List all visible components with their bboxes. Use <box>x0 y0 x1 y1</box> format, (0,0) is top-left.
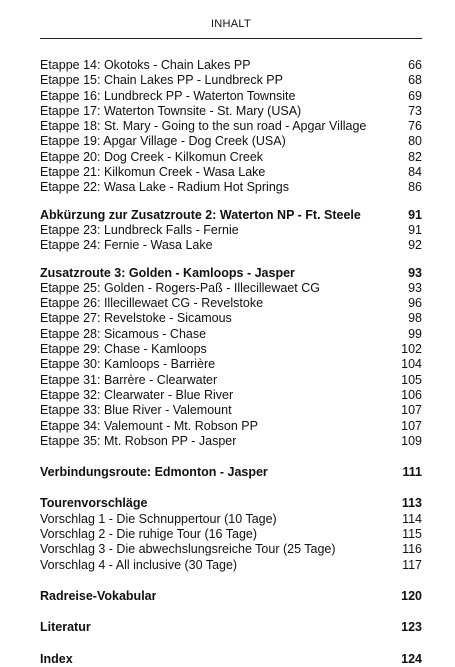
toc-entry <box>40 165 422 180</box>
toc-entry <box>40 311 422 326</box>
toc-entry-page: 93 <box>408 280 422 295</box>
toc-entry <box>40 180 422 195</box>
page-header <box>40 18 422 39</box>
toc-entry-title: Etappe 22: Wasa Lake - Radium Hot Springs <box>40 180 289 195</box>
toc-entry-page: 91 <box>408 222 422 237</box>
toc-entry-title: Etappe 32: Clearwater - Blue River <box>40 387 234 402</box>
toc-entry-title: Etappe 25: Golden - Rogers-Paß - Illecillewaet CG <box>40 280 320 295</box>
toc-entry <box>40 419 422 434</box>
toc-entry-page: 82 <box>408 149 422 164</box>
toc-entry-page: 105 <box>401 372 422 387</box>
toc-entry-title: Etappe 17: Waterton Townsite - St. Mary (USA) <box>40 103 302 118</box>
toc-entry <box>40 357 422 372</box>
toc-entry-page: 114 <box>402 511 422 526</box>
toc-entry-page: 120 <box>401 588 422 603</box>
toc-section-heading <box>40 496 422 511</box>
toc-entry-title: Tourenvorschläge <box>40 496 148 511</box>
toc-entry <box>40 89 422 104</box>
toc-entry-title: Etappe 14: Okotoks - Chain Lakes PP <box>40 58 251 72</box>
toc-entry <box>40 342 422 357</box>
toc-entry-page: 123 <box>401 620 422 635</box>
toc-entry-title: Vorschlag 2 - Die ruhige Tour (16 Tage) <box>40 527 258 542</box>
toc-entry-page: 86 <box>408 180 422 195</box>
toc-entry-title: Index <box>40 651 73 666</box>
toc-entry-title: Etappe 18: St. Mary - Going to the sun road - Apgar Village <box>40 119 367 134</box>
toc-entry-page: 68 <box>408 73 422 88</box>
toc-entry-page: 92 <box>408 238 422 253</box>
toc-entry-page: 66 <box>408 58 422 72</box>
toc-section-heading <box>40 465 422 480</box>
toc-entry <box>40 542 422 557</box>
toc-entry-title: Etappe 21: Kilkomun Creek - Wasa Lake <box>40 165 266 180</box>
toc-entry-title: Vorschlag 4 - All inclusive (30 Tage) <box>40 557 238 572</box>
toc-entry-page: 107 <box>401 418 422 433</box>
toc-entry-title: Etappe 33: Blue River - Valemount <box>40 403 232 418</box>
toc-entry <box>40 558 422 573</box>
toc-section-heading <box>40 589 422 604</box>
toc-section-heading <box>40 652 422 667</box>
toc-entry-title: Etappe 35: Mt. Robson PP - Jasper <box>40 433 237 448</box>
toc-entry-page: 109 <box>401 433 422 448</box>
toc-entry-title: Etappe 15: Chain Lakes PP - Lundbreck PP <box>40 73 283 88</box>
toc-entry-page: 124 <box>401 651 422 666</box>
toc-entry-title: Etappe 23: Lundbreck Falls - Fernie <box>40 222 239 237</box>
toc-entry <box>40 73 422 88</box>
toc-entry-page: 76 <box>408 119 422 134</box>
toc-section-heading <box>40 266 422 281</box>
toc-entry-title: Zusatzroute 3: Golden - Kamloops - Jasper <box>40 265 295 280</box>
toc-entry-title: Etappe 19: Apgar Village - Dog Creek (USA) <box>40 134 286 149</box>
toc-entry-page: 111 <box>402 465 422 480</box>
toc-entry <box>40 119 422 134</box>
toc-entry-title: Etappe 16: Lundbreck PP - Waterton Townsite <box>40 88 296 103</box>
toc-entry-page: 117 <box>402 557 422 572</box>
toc-entry-title: Abkürzung zur Zusatzroute 2: Waterton NP - Ft. Steele <box>40 207 361 222</box>
toc-entry-page: 107 <box>401 403 422 418</box>
toc-entry <box>40 403 422 418</box>
toc-section-heading <box>40 208 422 223</box>
toc-entry <box>40 281 422 296</box>
toc-entry-page: 104 <box>401 357 422 372</box>
toc-entry-title: Vorschlag 1 - Die Schnuppertour (10 Tage) <box>40 511 277 526</box>
toc-entry-page: 96 <box>408 296 422 311</box>
toc-entry <box>40 104 422 119</box>
toc-entry-title: Etappe 34: Valemount - Mt. Robson PP <box>40 418 258 433</box>
toc-entry-page: 93 <box>408 265 422 280</box>
toc-section-heading <box>40 620 422 635</box>
toc-entry <box>40 512 422 527</box>
toc-entry <box>40 527 422 542</box>
toc-entry <box>40 150 422 165</box>
toc-entry <box>40 238 422 253</box>
toc-entry-title: Vorschlag 3 - Die abwechslungsreiche Tour (25 Tage) <box>40 542 336 557</box>
toc-entry <box>40 373 422 388</box>
toc-entry-title: Etappe 20: Dog Creek - Kilkomun Creek <box>40 149 264 164</box>
toc-entry-page: 115 <box>402 527 422 542</box>
toc-entry-title: Etappe 30: Kamloops - Barrière <box>40 357 216 372</box>
toc-entry-page: 69 <box>408 88 422 103</box>
toc-entry-title: Etappe 31: Barrère - Clearwater <box>40 372 218 387</box>
toc-entry-title: Etappe 26: Illecillewaet CG - Revelstoke <box>40 296 264 311</box>
toc-entry-title: Literatur <box>40 620 91 635</box>
toc-entry-title: Etappe 24: Fernie - Wasa Lake <box>40 238 213 253</box>
toc-entry-title: Radreise-Vokabular <box>40 588 157 603</box>
toc-entry <box>40 434 422 449</box>
toc-entry-page: 91 <box>408 207 422 222</box>
toc-entry-page: 102 <box>401 342 422 357</box>
toc-entry <box>40 134 422 149</box>
toc-entry <box>40 327 422 342</box>
table-of-contents <box>40 58 422 667</box>
toc-entry-page: 99 <box>408 326 422 341</box>
toc-entry <box>40 388 422 403</box>
toc-entry-title: Etappe 29: Chase - Kamloops <box>40 342 207 357</box>
toc-entry-title: Verbindungsroute: Edmonton - Jasper <box>40 465 268 480</box>
toc-entry-page: 116 <box>402 542 422 557</box>
header-title: INHALT <box>210 18 252 30</box>
toc-entry <box>40 58 422 73</box>
toc-entry-title: Etappe 27: Revelstoke - Sicamous <box>40 311 232 326</box>
toc-entry <box>40 223 422 238</box>
toc-entry <box>40 296 422 311</box>
toc-entry-page: 98 <box>408 311 422 326</box>
toc-entry-page: 113 <box>401 496 422 511</box>
toc-entry-page: 84 <box>408 165 422 180</box>
toc-entry-page: 73 <box>408 103 422 118</box>
toc-entry-title: Etappe 28: Sicamous - Chase <box>40 326 207 341</box>
toc-entry-page: 106 <box>401 387 422 402</box>
toc-entry-page: 80 <box>408 134 422 149</box>
